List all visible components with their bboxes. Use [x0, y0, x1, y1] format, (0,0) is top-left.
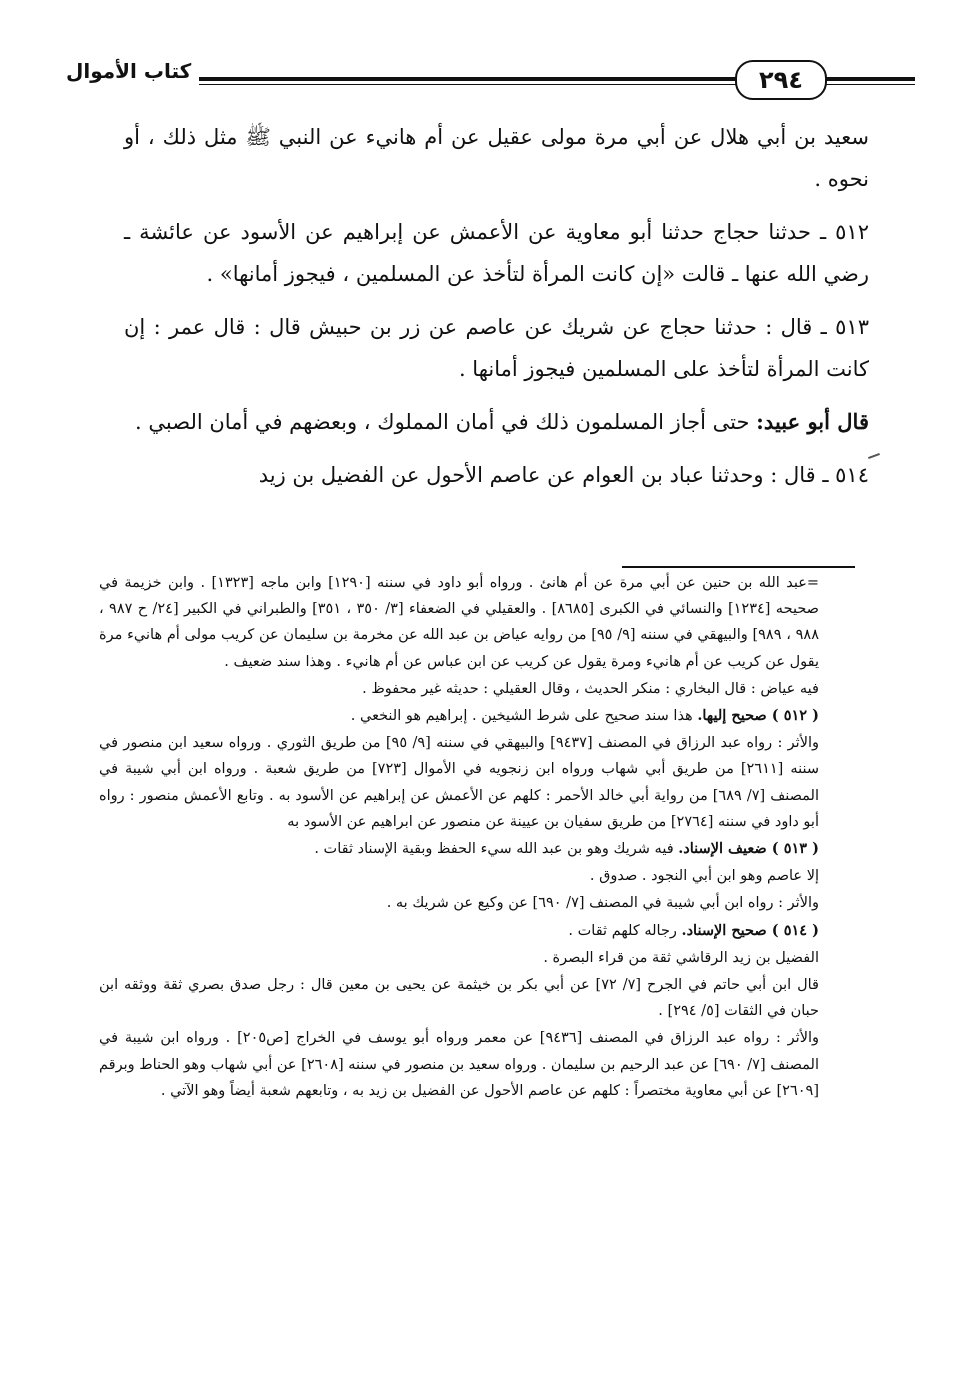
paragraph-512: ٥١٢ ـ حدثنا حجاج حدثنا أبو معاوية عن الأعمش عن إبراهيم عن الأسود عن عائشة ـ رضي الله عنها ـ قالت «إن كانت المرأة لتأخذ عن المسلمين ، فيجوز أمانها» . — [124, 220, 869, 286]
footnote-separator — [622, 566, 855, 568]
footnote-514-text: رجاله كلهم ثقات . — [568, 922, 682, 939]
footnote-514-athar: والأثر : رواه عبد الرزاق في المصنف [٩٤٣٦] عن معمر ورواه أبو يوسف في الخراج [ص٢٠٥] . ورواه ابن شيبة في المصنف [٧/ ٦٩٠] عن عبد الرحيم بن سليمان . ورواه سعيد بن منصور في سننه [٢٦٠٨] عن أبي شهاب وهو الحناط وبرقم [٢٦٠٩] عن أبي معاوية مختصراً : كلهم عن عاصم الأحول عن الفضيل بن زيد به ، وتابعهم شعبة أيضاً وهو الآتي . — [99, 1030, 819, 1099]
paragraph-513: ٥١٣ ـ قال : حدثنا حجاج عن شريك عن عاصم عن زر بن حبيش قال : قال عمر : إن كانت المرأة لتأخذ على المسلمين فيجوز أمانها . — [124, 315, 869, 381]
footnote-iyad: فيه عياض : قال البخاري : منكر الحديث ، وقال العقيلي : حديثه غير محفوظ . — [362, 680, 819, 697]
paragraph-abu-ubaid — [124, 401, 869, 443]
paragraph-continuation: سعيد بن أبي هلال عن أبي مرة مولى عقيل عن أم هانيء عن النبي ﷺ مثل ذلك ، أو نحوه . — [124, 125, 869, 191]
footnote-continuation: =عبد الله بن حنين عن أبي مرة عن أم هانئ . ورواه أبو داود في سننه [١٢٩٠] وابن ماجه [١٣٢٣] . وابن خزيمة في صحيحه [١٢٣٤] والنسائي في الكبرى [٨٦٨٥] . والعقيلي في الضعفاء [٣/ ٣٥٠ ، ٣٥١] والطبراني في الكبير [٢٤/ ح ٩٨٧ ، ٩٨٨ ، ٩٨٩] والبيهقي في سننه [٩/ ٩٥] من روايه عياض بن عبد الله عن مخرمة بن سليمان عن كريب مولى أم هانيء مرة يقول عن كريب عن أم هانيء ومرة يقول عن كريب عن ابن عباس عن أم هانيء . وهذا سند ضعيف . — [99, 575, 820, 670]
footnote-514-fudayl: الفضيل بن زيد الرقاشي ثقة من قراء البصرة . — [543, 949, 819, 966]
margin-mark — [868, 453, 880, 459]
footnote-513-grade — [99, 836, 819, 862]
footnote-513-text: فيه شريك وهو بن عبد الله سيء الحفظ وبقية الإسناد ثقات . — [314, 841, 679, 858]
paragraph-514: ٥١٤ ـ قال : وحدثنا عباد بن العوام عن عاصم الأحول عن الفضيل بن زيد — [258, 463, 869, 487]
page-number: ٢٩٤ — [735, 60, 827, 100]
footnote-513-athar: والأثر : رواه ابن أبي شيبة في المصنف [٧/ ٦٩٠] عن وكيع عن شريك به . — [386, 895, 819, 912]
footnote-514-ibn-abi-hatim: قال ابن أبي حاتم في الجرح [٧/ ٧٢] عن أبي بكر بن خيثمة عن يحيى بن معين قال : رجل صدق بصري ثقة ووثقه ابن حبان في الثقات [٥/ ٢٩٤] . — [99, 977, 819, 1020]
footnotes — [99, 570, 819, 1104]
footnote-512-text: هذا سند صحيح على شرط الشيخين . إبراهيم هو النخعي . — [350, 708, 698, 725]
footnote-513-label: ( ٥١٣ ) ضعيف الإسناد. — [678, 840, 819, 858]
footnote-513-asim: إلا عاصم وهو ابن أبي النجود . صدوق . — [589, 868, 819, 885]
footnote-512-athar: والأثر : رواه عبد الرزاق في المصنف [٩٤٣٧] والبيهقي في سننه [٩/ ٩٥] من طريق الثوري . ورواه سعيد ابن منصور في سننه [٢٦١١] من طريق أبي شهاب ورواه ابن زنجويه في الأموال [٧٢٣] من طريق شعبة . ورواه ابن أبي شيبة في المصنف [٧/ ٦٨٩] من رواية أبي خالد الأحمر : كلهم عن الأعمش عن إبراهيم عن الأسود به . وتابع الأعمش منصور : رواه أبو داود في سننه [٢٧٦٤] من طريق سفيان بن عيينة عن منصور عن ابراهيم عن الأسود به — [99, 735, 820, 830]
footnote-514-label: ( ٥١٤ ) صحيح الإسناد. — [681, 921, 819, 939]
abu-ubaid-label: قال أبو عبيد: — [756, 409, 869, 434]
book-title: كتاب الأموال — [60, 56, 199, 86]
footnote-512-grade — [99, 703, 819, 729]
abu-ubaid-text: حتى أجاز المسلمون ذلك في أمان المملوك ، وبعضهم في أمان الصبي . — [135, 410, 757, 434]
main-text — [124, 116, 869, 507]
page-header — [60, 56, 915, 96]
footnote-512-label: ( ٥١٢ ) صحيح إليها. — [697, 707, 819, 725]
footnote-514-grade — [99, 918, 819, 944]
